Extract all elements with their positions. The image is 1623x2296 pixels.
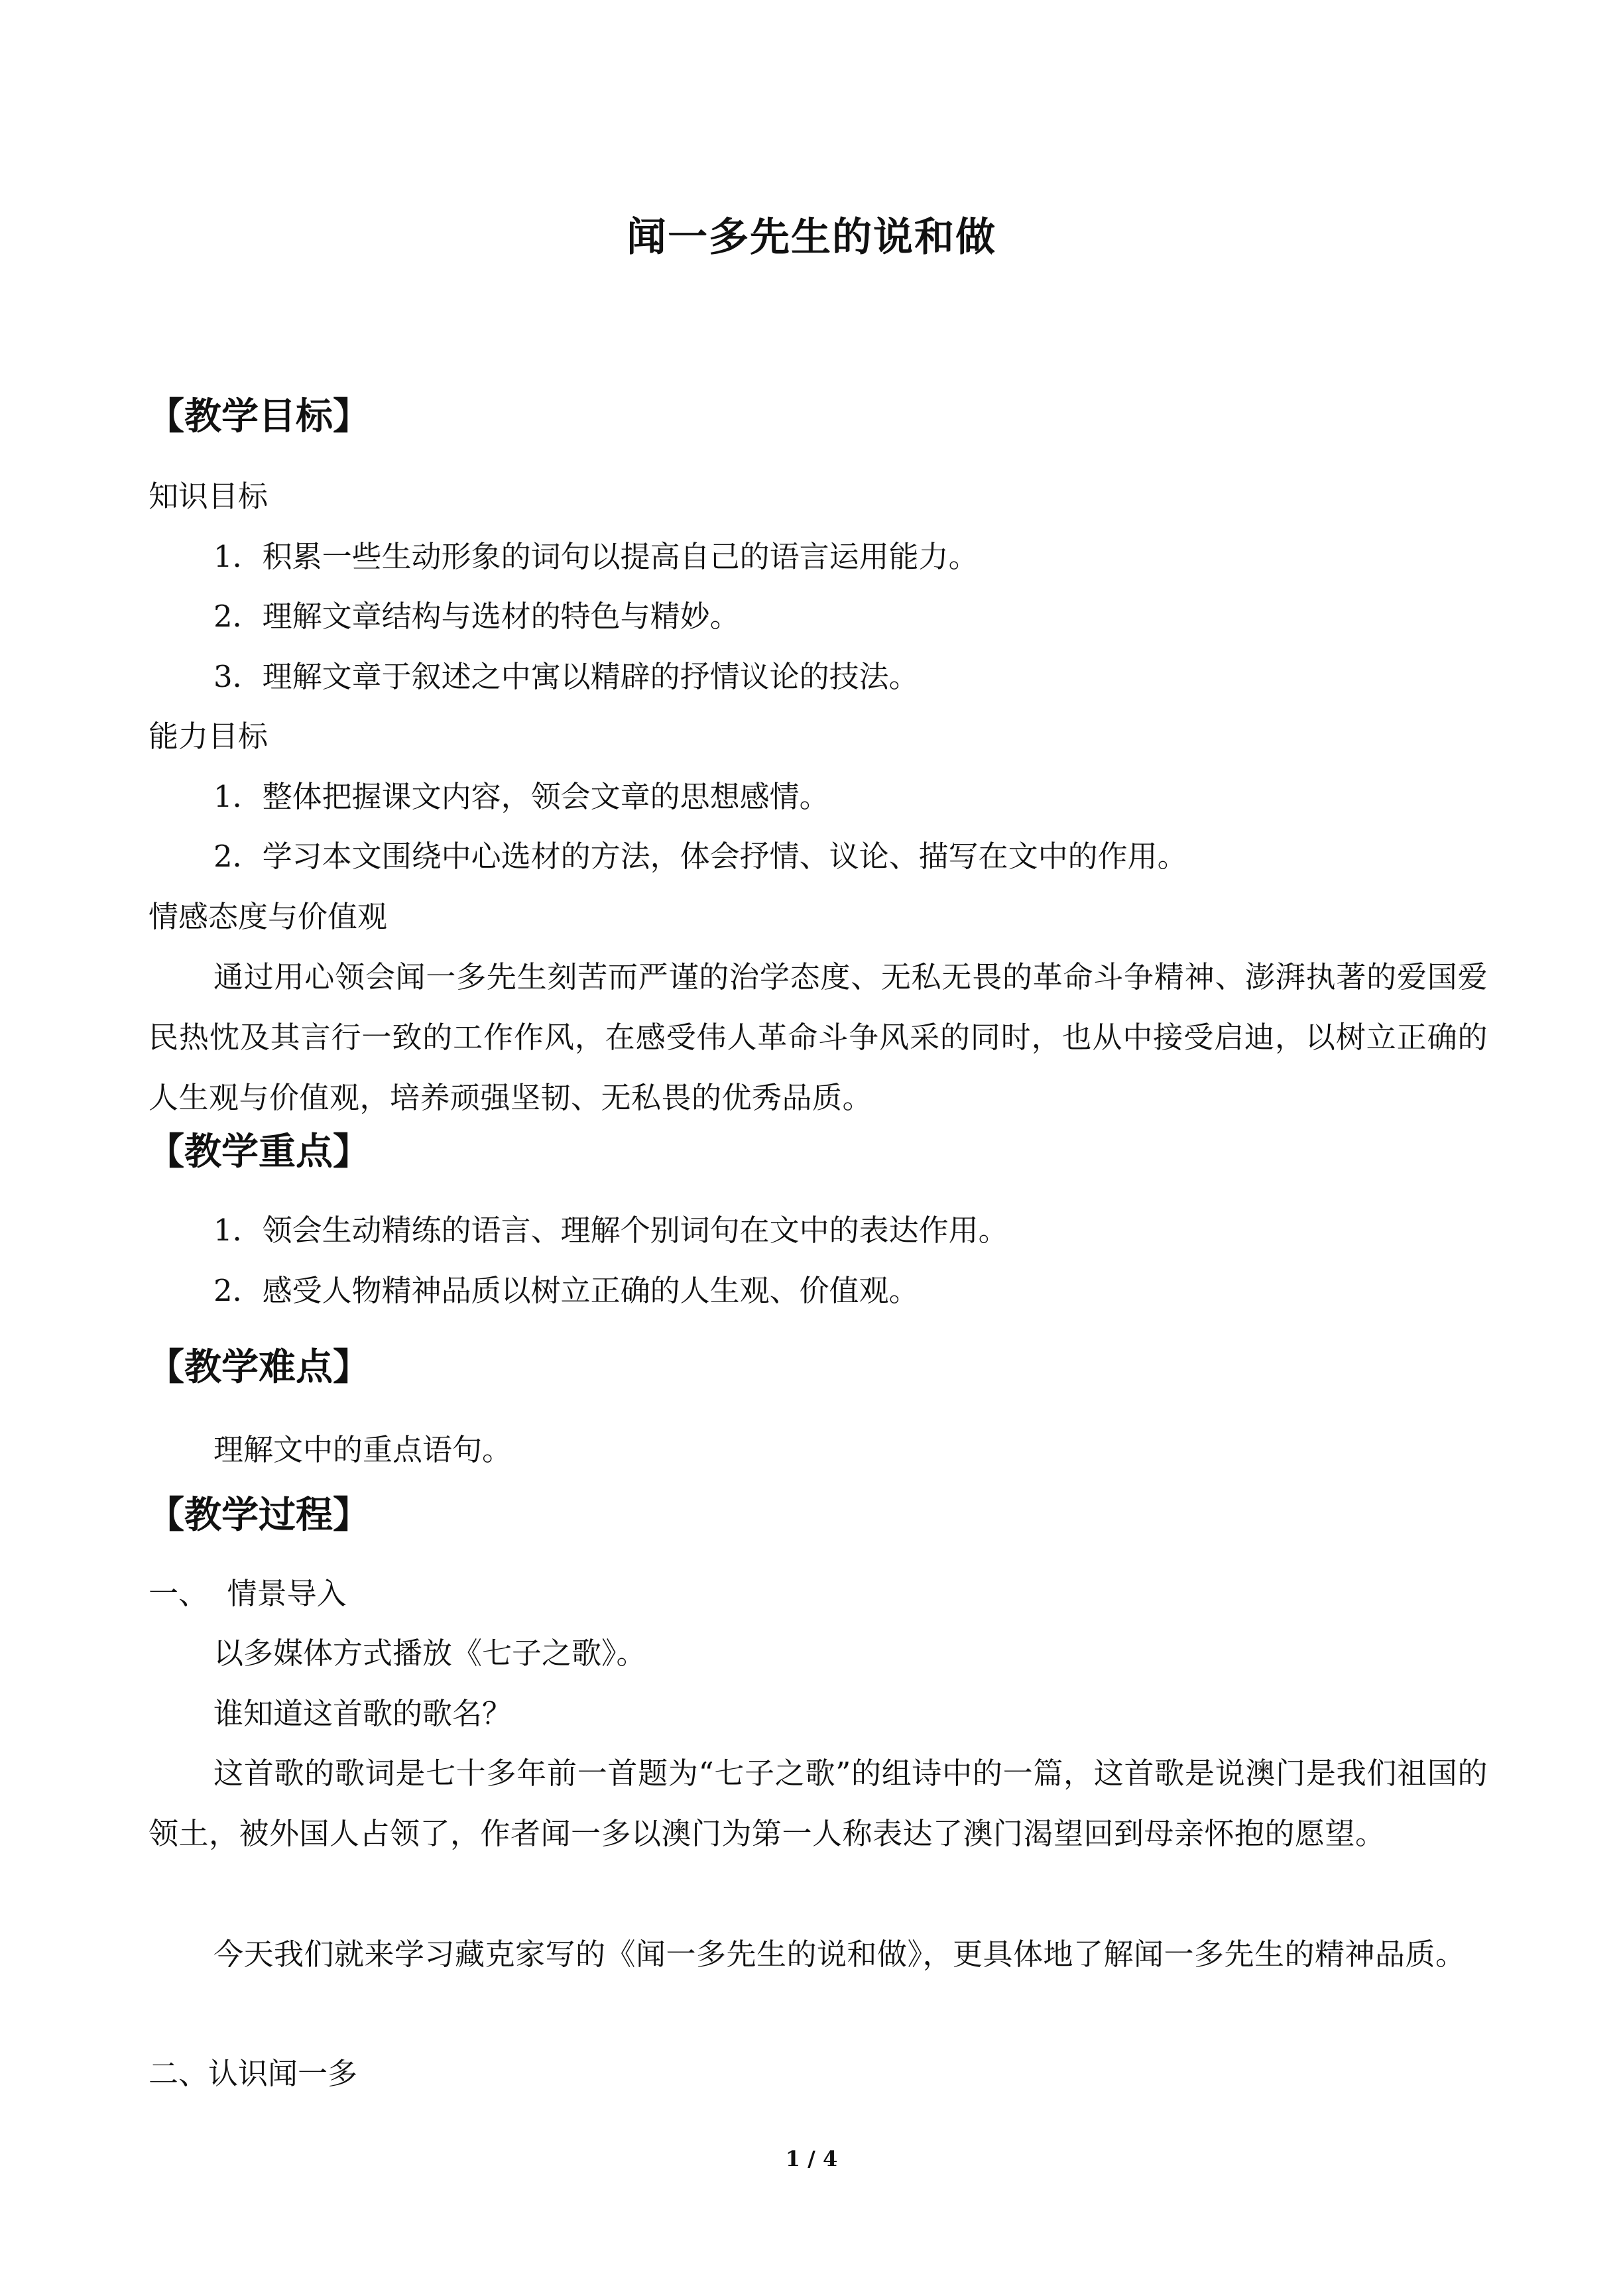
key-point-item: 2．感受人物精神品质以树立正确的人生观、价值观。	[213, 1273, 919, 1308]
step-1-line: 谁知道这首歌的歌名？	[213, 1696, 512, 1731]
page-number: 1 / 4	[785, 2146, 838, 2171]
heading-teaching-key-points: 【教学重点】	[147, 1130, 370, 1174]
step-1-paragraph: 这首歌的歌词是七十多年前一首题为“七子之歌”的组诗中的一篇，这首歌是说澳门是我们祖国的领土，被外国人占领了，作者闻一多以澳门为第一人称表达了澳门渴望回到母亲怀抱的愿望。	[149, 1756, 1488, 1851]
knowledge-item: 3．理解文章于叙述之中寓以精辟的抒情议论的技法。	[213, 659, 919, 694]
step-1-line: 以多媒体方式播放《七子之歌》。	[213, 1636, 646, 1671]
ability-item: 2．学习本文围绕中心选材的方法，体会抒情、议论、描写在文中的作用。	[213, 839, 1187, 874]
document-title: 闻一多先生的说和做	[627, 214, 996, 261]
step-1-label: 一、 情景导入	[149, 1576, 347, 1611]
knowledge-item: 1．积累一些生动形象的词句以提高自己的语言运用能力。	[213, 539, 979, 574]
step-1-paragraph: 今天我们就来学习藏克家写的《闻一多先生的说和做》，更具体地了解闻一多先生的精神品质。	[213, 1937, 1466, 1972]
ability-item: 1．整体把握课文内容，领会文章的思想感情。	[213, 779, 829, 814]
knowledge-item: 2．理解文章结构与选材的特色与精妙。	[213, 599, 740, 634]
difficulty-text: 理解文中的重点语句。	[213, 1432, 512, 1467]
step-2-label: 二、认识闻一多	[149, 2056, 358, 2091]
label-knowledge-objectives: 知识目标	[149, 479, 269, 514]
key-point-item: 1．领会生动精练的语言、理解个别词句在文中的表达作用。	[213, 1213, 1008, 1248]
heading-teaching-process: 【教学过程】	[147, 1493, 370, 1537]
label-emotion-values: 情感态度与价值观	[149, 899, 388, 934]
label-ability-objectives: 能力目标	[149, 719, 269, 754]
heading-teaching-objectives: 【教学目标】	[147, 394, 370, 438]
emotion-values-paragraph: 通过用心领会闻一多先生刻苦而严谨的治学态度、无私无畏的革命斗争精神、澎湃执著的爱国爱民热忱及其言行一致的工作作风，在感受伟人革命斗争风采的同时，也从中接受启迪，以树立正确的人生观与价值观，培养顽强坚韧、无私畏的优秀品质。	[149, 959, 1488, 1115]
heading-teaching-difficulties: 【教学难点】	[147, 1345, 370, 1389]
